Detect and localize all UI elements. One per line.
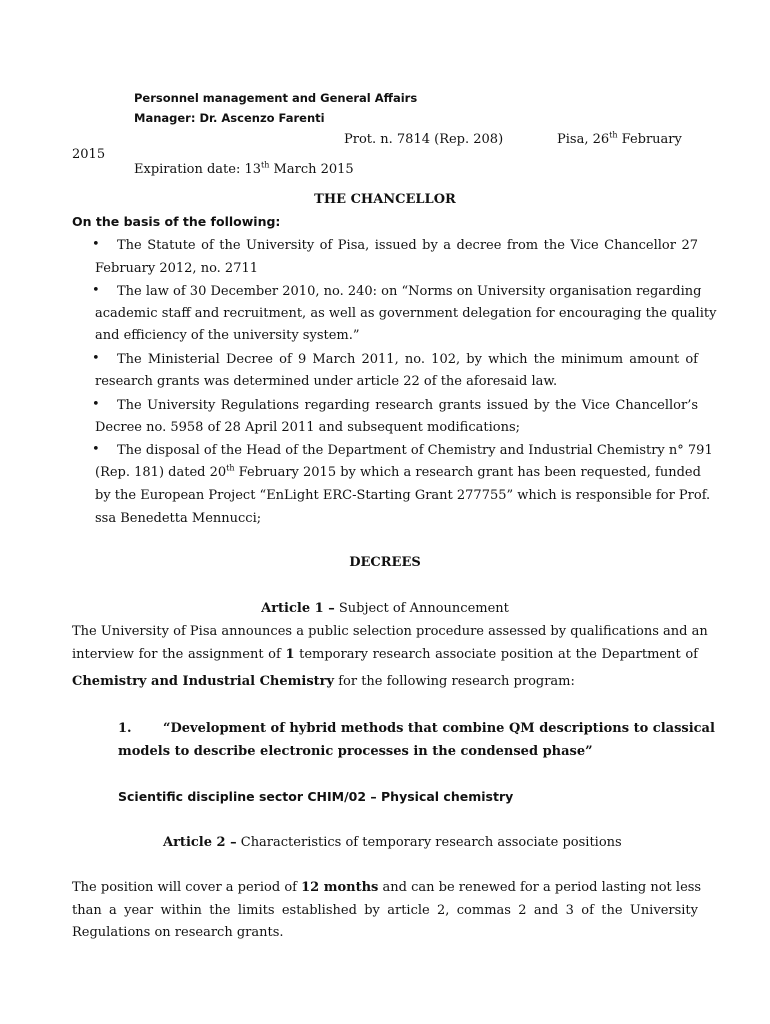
page-title: THE CHANCELLOR — [314, 192, 456, 207]
article-1-line-3: Chemistry and Industrial Chemistry for the following research program: — [72, 674, 575, 689]
bullet-4-line-2: Decree no. 5958 of 28 April 2011 and subsequent modifications; — [95, 420, 521, 435]
bullet-2-line-2: academic staff and recruitment, as well as government delegation for encouraging the quality — [95, 306, 717, 321]
discipline-sector: Scientific discipline sector CHIM/02 – Physical chemistry — [118, 789, 514, 804]
article-2-line-2: than a year within the limits established by article 2, commas 2 and 3 of the University — [72, 903, 698, 918]
bullet-5-line-4: ssa Benedetta Mennucci; — [95, 511, 262, 526]
decrees-heading: DECREES — [349, 555, 421, 570]
bullet-icon: • — [92, 442, 100, 457]
basis-heading: On the basis of the following: — [72, 214, 281, 229]
expiration-date: Expiration date: 13th March 2015 — [134, 160, 354, 177]
bullet-icon: • — [92, 283, 100, 298]
bullet-icon: • — [92, 237, 100, 252]
bullet-5-line-2: (Rep. 181) dated 20th February 2015 by which a research grant has been requested, funded — [95, 463, 701, 480]
program-title-line-2: models to describe electronic processes in the condensed phase” — [118, 744, 593, 759]
protocol-number: Prot. n. 7814 (Rep. 208) — [344, 132, 504, 147]
bullet-icon: • — [92, 397, 100, 412]
bullet-3-line-1: The Ministerial Decree of 9 March 2011, no. 102, by which the minimum amount of — [117, 352, 698, 367]
program-title-line-1: “Development of hybrid methods that combine QM descriptions to classical — [163, 721, 715, 736]
office-name: Personnel management and General Affairs — [134, 91, 418, 105]
program-number: 1. — [118, 721, 132, 736]
bullet-2-line-1: The law of 30 December 2010, no. 240: on “Norms on University organisation regarding — [117, 284, 702, 299]
article-1-heading: Article 1 – Subject of Announcement — [261, 601, 509, 616]
bullet-5-line-3: by the European Project “EnLight ERC-Starting Grant 277755” which is responsible for Prof. — [95, 488, 711, 503]
date-year: 2015 — [72, 147, 106, 162]
article-2-line-3: Regulations on research grants. — [72, 925, 284, 940]
bullet-1-line-2: February 2012, no. 2711 — [95, 261, 259, 276]
manager-name: Manager: Dr. Ascenzo Farenti — [134, 111, 325, 125]
bullet-1-line-1: The Statute of the University of Pisa, issued by a decree from the Vice Chancellor 27 — [117, 238, 698, 253]
place-date: Pisa, 26th February — [557, 130, 682, 147]
article-2-line-1: The position will cover a period of 12 months and can be renewed for a period lasting not less — [72, 880, 702, 895]
bullet-5-line-1: The disposal of the Head of the Department of Chemistry and Industrial Chemistry n° 791 — [117, 443, 713, 458]
bullet-2-line-3: and efficiency of the university system.” — [95, 328, 360, 343]
bullet-3-line-2: research grants was determined under article 22 of the aforesaid law. — [95, 374, 558, 389]
article-1-line-1: The University of Pisa announces a public selection procedure assessed by qualifications and an — [72, 624, 708, 639]
bullet-4-line-1: The University Regulations regarding research grants issued by the Vice Chancellor’s — [117, 398, 698, 413]
article-1-line-2: interview for the assignment of 1 temporary research associate position at the Department of — [72, 647, 698, 662]
bullet-icon: • — [92, 351, 100, 366]
article-2-heading: Article 2 – Characteristics of temporary research associate positions — [163, 835, 622, 850]
